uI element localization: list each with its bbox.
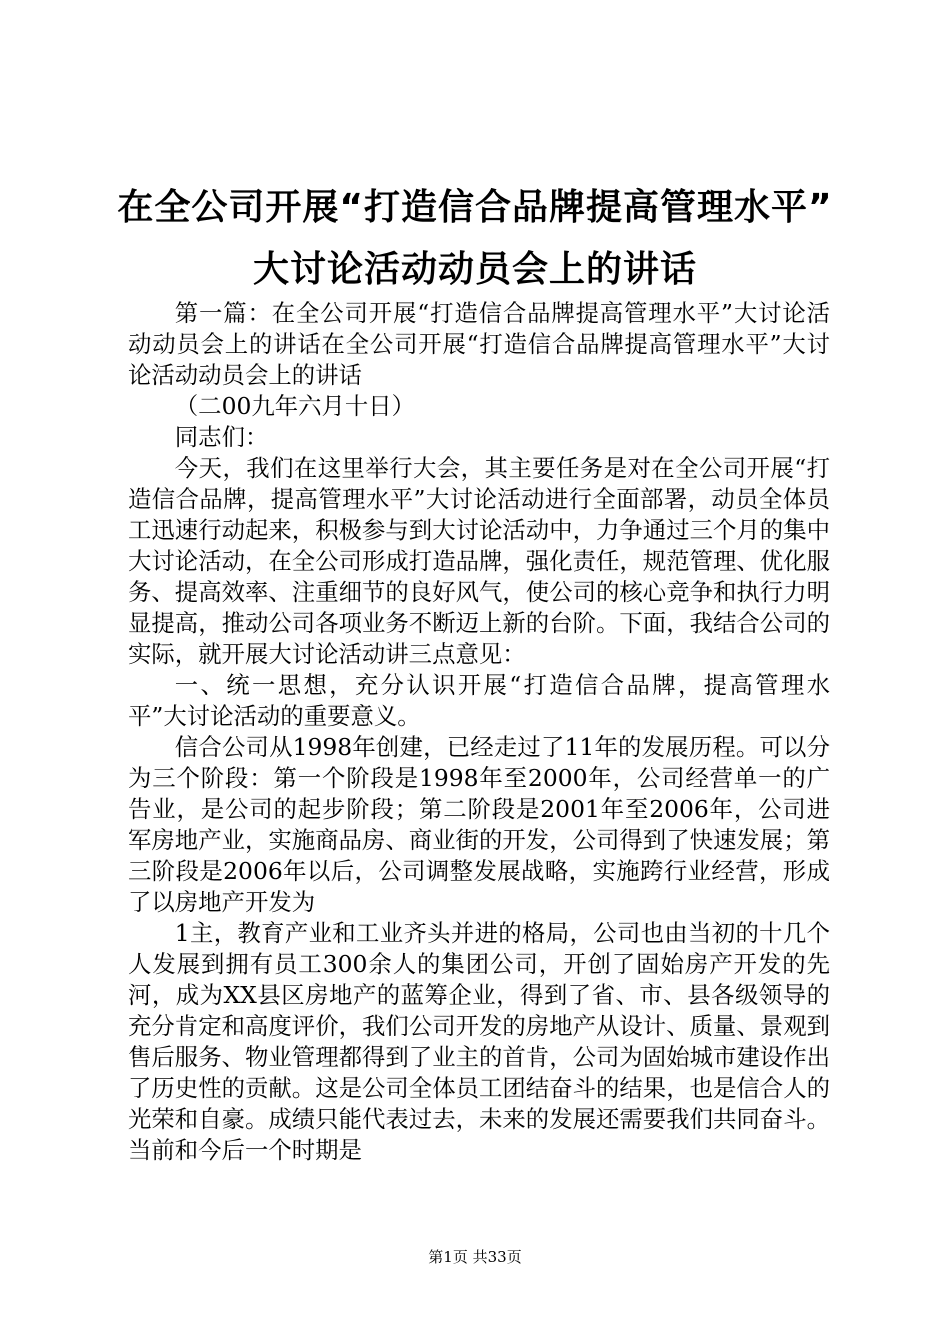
document-title-line-1: 在全公司开展“打造信合品牌提高管理水平” [117,187,833,228]
paragraph-salutation: 同志们： [174,423,269,451]
paragraph-opening: 今天，我们在这里举行大会，其主要任务是对在全公司开展“打造信合品牌，提高管理水平”大讨论活动进行全面部署，动员全体员工迅速行动起来，积极参与到大讨论活动中，力争通过三个月的集中大讨论活动，在全公司形成打造品牌，强化责任，规范管理、优化服务、提高效率、注重细节的良好风气，使公司的核心竞争和执行力明显提高，推动公司各项业务不断迈上新的台阶。下面，我结合公司的实际，就开展大讨论活动讲三点意见： [128,454,830,668]
paragraph-section-heading: 一、统一思想，充分认识开展“打造信合品牌，提高管理水平”大讨论活动的重要意义。 [128,671,830,730]
document-title-line-2: 大讨论活动动员会上的讲话 [252,249,697,290]
paragraph-history: 信合公司从1998年创建，已经走过了11年的发展历程。可以分为三个阶段：第一个阶段是1998年至2000年，公司经营单一的广告业，是公司的起步阶段；第二阶段是2001年至2006年，公司进军房地产业，实施商品房、商业街的开发，公司得到了快速发展；第三阶段是2006年以后，公司调整发展战略，实施跨行业经营，形成了以房地产开发为 [128,733,830,916]
paragraph-intro: 第一篇：在全公司开展“打造信合品牌提高管理水平”大讨论活动动员会上的讲话在全公司开展“打造信合品牌提高管理水平”大讨论活动动员会上的讲话 [128,299,830,389]
paragraph-date: （二00九年六月十日） [174,392,416,420]
paragraph-achievements: 1主，教育产业和工业齐头并进的格局，公司也由当初的十几个人发展到拥有员工300余人的集团公司，开创了固始房产开发的先河，成为XX县区房地产的蓝筹企业，得到了省、市、县各级领导的充分肯定和高度评价，我们公司开发的房地产从设计、质量、景观到售后服务、物业管理都得到了业主的首肯，公司为固始城市建设作出了历史性的贡献。这是公司全体员工团结奋斗的结果，也是信合人的光荣和自豪。成绩只能代表过去，未来的发展还需要我们共同奋斗。当前和今后一个时期是 [128,919,830,1164]
document-body [128,298,830,1166]
page-footer: 第1页 共33页 [428,1248,522,1266]
